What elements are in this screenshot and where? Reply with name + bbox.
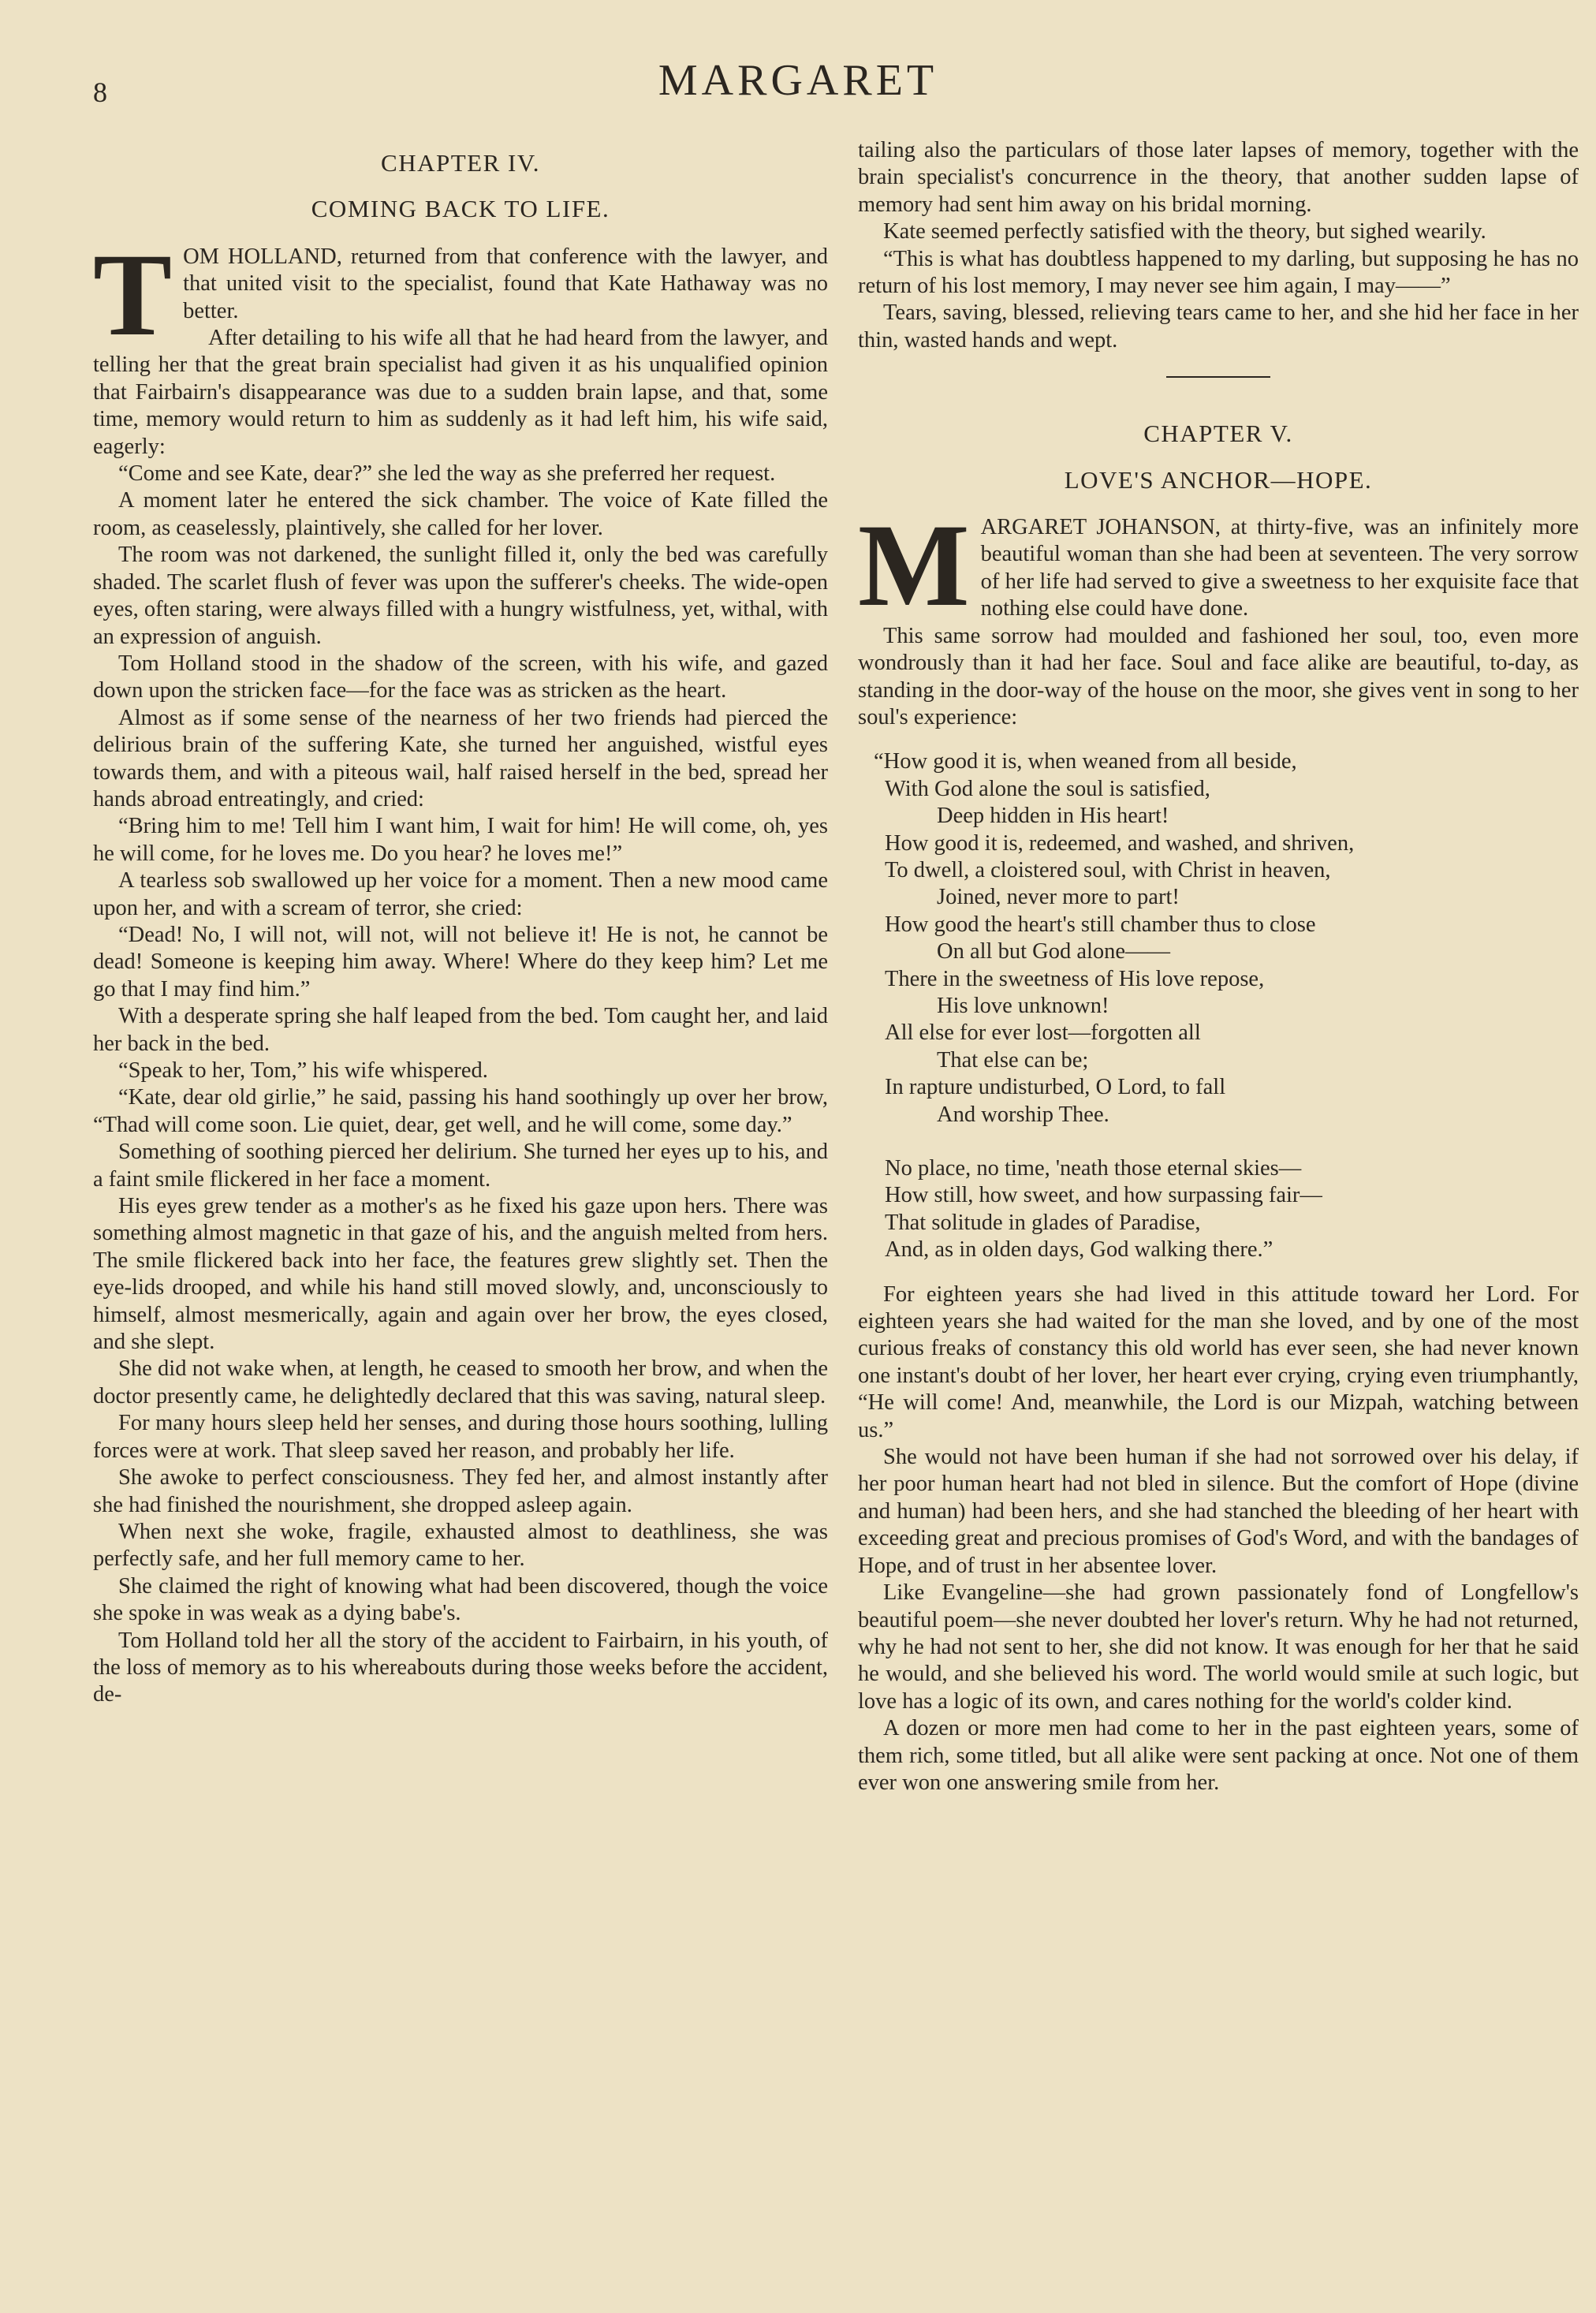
paragraph-text: OM HOLLAND, returned from that conference with the lawyer, and that united visit to the specialist, found that Kate Hathaway was no better. bbox=[183, 244, 828, 323]
paragraph: This same sorrow had moulded and fashioned her soul, too, even more wondrously than it had her face. Soul and face alike are beautiful, to-day, as standing in the door-way of the house on the moor, she gives vent in song to her soul's experience: bbox=[858, 623, 1579, 729]
paragraph: Almost as if some sense of the nearness of her two friends had pierced the delirious brain of the suffering Kate, she turned her anguished, wistful eyes towards them, and with a piteous wail, half raised herself in the bed, spread her hands abroad entreatingly, and cried: bbox=[93, 705, 828, 811]
chapter-5-opening-paragraph bbox=[858, 500, 1579, 632]
paragraph: She awoke to perfect consciousness. They fed her, and almost instantly after she had finished the nourishment, she dropped asleep again. bbox=[93, 1465, 828, 1517]
poem-line: Deep hidden in His heart! bbox=[937, 804, 1169, 829]
page-number: 8 bbox=[93, 76, 107, 108]
paragraph: Kate seemed perfectly satisfied with the theory, but sighed wearily. bbox=[883, 219, 1486, 244]
paragraph: With a desperate spring she half leaped from the bed. Tom caught her, and laid her back in the bed. bbox=[93, 1004, 828, 1056]
paragraph: Something of soothing pierced her delirium. She turned her eyes up to his, and a faint smile flickered in her face a moment. bbox=[93, 1140, 828, 1192]
paragraph: After detailing to his wife all that he had heard from the lawyer, and telling her that the great brain specialist had given it as his unqualified opinion that Fairbairn's disappearance was due to a sudden brain lapse, and that, some time, memory would return to him as suddenly as it had left him, his wife said, eagerly: bbox=[93, 326, 828, 459]
paragraph: The room was not darkened, the sunlight filled it, only the bed was carefully shaded. The scarlet flush of fever was upon the sufferer's cheeks. The wide-open eyes, often staring, were always filled with a hungry wistfulness, yet, withal, with an expression of anguish. bbox=[93, 543, 828, 649]
paragraph: Tom Holland stood in the shadow of the screen, with his wife, and gazed down upon the stricken face—for the face was as stricken as the heart. bbox=[93, 651, 828, 703]
paragraph: For many hours sleep held her senses, and during those hours soothing, lulling forces were at work. That sleep saved her reason, and probably her life. bbox=[93, 1411, 828, 1463]
paragraph: She would not have been human if she had not sorrowed over his delay, if her poor human heart had not bled in silence. But the comfort of Hope (divine and human) had been hers, and she had stanched the bleeding of her heart with exceeding great and precious promises of God's Word, and with the bandages of Hope, and of trust in her absentee lover. bbox=[858, 1445, 1579, 1578]
paragraph: She claimed the right of knowing what had been discovered, though the voice she spoke in was weak as a dying babe's. bbox=[93, 1573, 828, 1626]
poem-line: And, as in olden days, God walking there.” bbox=[885, 1237, 1273, 1263]
paragraph: She did not wake when, at length, he ceased to smooth her brow, and when the doctor presently came, he delightedly declared that this was saving, natural sleep. bbox=[93, 1356, 828, 1408]
stanza-break bbox=[858, 1129, 1579, 1155]
paragraph: “Come and see Kate, dear?” she led the way as she preferred her request. bbox=[118, 461, 776, 487]
paragraph: “Speak to her, Tom,” his wife whispered. bbox=[118, 1058, 488, 1083]
poem-line: There in the sweetness of His love repose, bbox=[885, 966, 1265, 991]
poem-line: His love unknown! bbox=[937, 993, 1109, 1018]
poem-line: With God alone the soul is satisfied, bbox=[885, 776, 1210, 801]
chapter-5-heading: CHAPTER V. bbox=[1143, 420, 1293, 448]
paragraph: Tears, saving, blessed, relieving tears came to her, and she hid her face in her thin, wasted hands and wept. bbox=[858, 300, 1579, 353]
poem-line: To dwell, a cloistered soul, with Christ in heaven, bbox=[885, 857, 1331, 882]
poem-line: All else for ever lost—forgotten all bbox=[885, 1020, 1201, 1046]
poem-line: That else can be; bbox=[937, 1047, 1089, 1073]
paragraph: “Kate, dear old girlie,” he said, passing his hand soothingly up over her brow, “Thad will come soon. Lie quiet, dear, get well, and he will come, some day.” bbox=[93, 1085, 828, 1137]
chapter-4-opening-paragraph bbox=[93, 229, 828, 360]
paragraph: A tearless sob swallowed up her voice for a moment. Then a new mood came upon her, and with a scream of terror, she cried: bbox=[93, 868, 828, 920]
poem-line: No place, no time, 'neath those eternal skies— bbox=[885, 1156, 1302, 1181]
paragraph: Tom Holland told her all the story of the accident to Fairbairn, in his youth, of the loss of memory as to his whereabouts during those weeks before the accident, de- bbox=[93, 1628, 828, 1707]
paragraph-continued: tailing also the particulars of those later lapses of memory, together with the brain specialist's concurrence in the theory, that another sudden lapse of memory had sent him away on his bridal morning. bbox=[858, 138, 1579, 217]
poem-line: On all but God alone—— bbox=[937, 939, 1171, 964]
paragraph: For eighteen years she had lived in this attitude toward her Lord. For eighteen years she had waited for the man she loved, and by one of the most curious freaks of constancy this old world has ever seen, she had never known one instant's doubt of her lover, her heart ever crying, crying even triumphantly, “He will come! And, meanwhile, the Lord is our Mizpah, watching between us.” bbox=[858, 1281, 1579, 1442]
chapter-5-title: LOVE'S ANCHOR—HOPE. bbox=[1064, 465, 1373, 494]
paragraph: A dozen or more men had come to her in the past eighteen years, some of them rich, some titled, but all alike were sent packing at once. Not one of them ever won one answering smile from her. bbox=[858, 1716, 1579, 1795]
poem-line: How good it is, redeemed, and washed, and shriven, bbox=[885, 830, 1355, 856]
chapter-4-heading: CHAPTER IV. bbox=[381, 149, 540, 177]
section-divider bbox=[1166, 376, 1270, 378]
poem-line: How good the heart's still chamber thus to close bbox=[885, 912, 1316, 937]
drop-cap: M bbox=[858, 500, 970, 632]
poem-line: And worship Thee. bbox=[937, 1102, 1109, 1127]
poem bbox=[858, 748, 1579, 1263]
chapter-4-title: COMING BACK TO LIFE. bbox=[311, 195, 610, 223]
paragraph: Like Evangeline—she had grown passionately fond of Longfellow's beautiful poem—she never doubted her lover's return. Why he had not returned, why he had not sent to her, she did not know. It was enough for her that he said he would, and she believed his word. The world would smile at such logic, but love has a logic of its own, and cares nothing for the world's colder kind. bbox=[858, 1580, 1579, 1714]
paragraph: When next she woke, fragile, exhausted almost to deathliness, she was perfectly safe, and her full memory came to her. bbox=[93, 1519, 828, 1572]
right-column bbox=[858, 137, 1579, 1796]
paragraph: His eyes grew tender as a mother's as he fixed his gaze upon hers. There was something almost magnetic in that gaze of his, and the anguish melted from hers. The smile flickered back into her face, the features grew slightly set. Then the eye-lids drooped, and while his hand still moved slowly, and, unconsciously to himself, almost mesmerically, again and again over her brow, the eyes closed, and she slept. bbox=[93, 1194, 828, 1355]
poem-line: Joined, never more to part! bbox=[937, 885, 1180, 910]
poem-line: “How good it is, when weaned from all beside, bbox=[874, 749, 1297, 774]
paragraph: “Dead! No, I will not, will not, will not believe it! He is not, he cannot be dead! Someone is keeping him away. Where! Where do they keep him? Let me go that I may find him.” bbox=[93, 922, 828, 1002]
paragraph: “Bring him to me! Tell him I want him, I wait for him! He will come, oh, yes he will come, for he loves me. Do you hear? he loves me!” bbox=[93, 814, 828, 866]
poem-line: That solitude in glades of Paradise, bbox=[885, 1210, 1201, 1235]
running-title: MARGARET bbox=[658, 56, 938, 105]
paragraph: “This is what has doubtless happened to my darling, but supposing he has no return of his lost memory, I may never see him again, I may——” bbox=[858, 246, 1579, 299]
paragraph-text: ARGARET JOHANSON, at thirty-five, was an infinitely more beautiful woman than she had been at seventeen. The very sorrow of her life had served to give a sweetness to her exquisite face that nothing else could have done. bbox=[980, 515, 1579, 621]
poem-line: How still, how sweet, and how surpassing fair— bbox=[885, 1183, 1322, 1208]
drop-cap: T bbox=[93, 229, 173, 360]
paragraph: A moment later he entered the sick chamber. The voice of Kate filled the room, as ceaselessly, plaintively, she called for her lover. bbox=[93, 488, 828, 540]
left-column bbox=[93, 137, 828, 1709]
poem-line: In rapture undisturbed, O Lord, to fall bbox=[885, 1075, 1226, 1100]
